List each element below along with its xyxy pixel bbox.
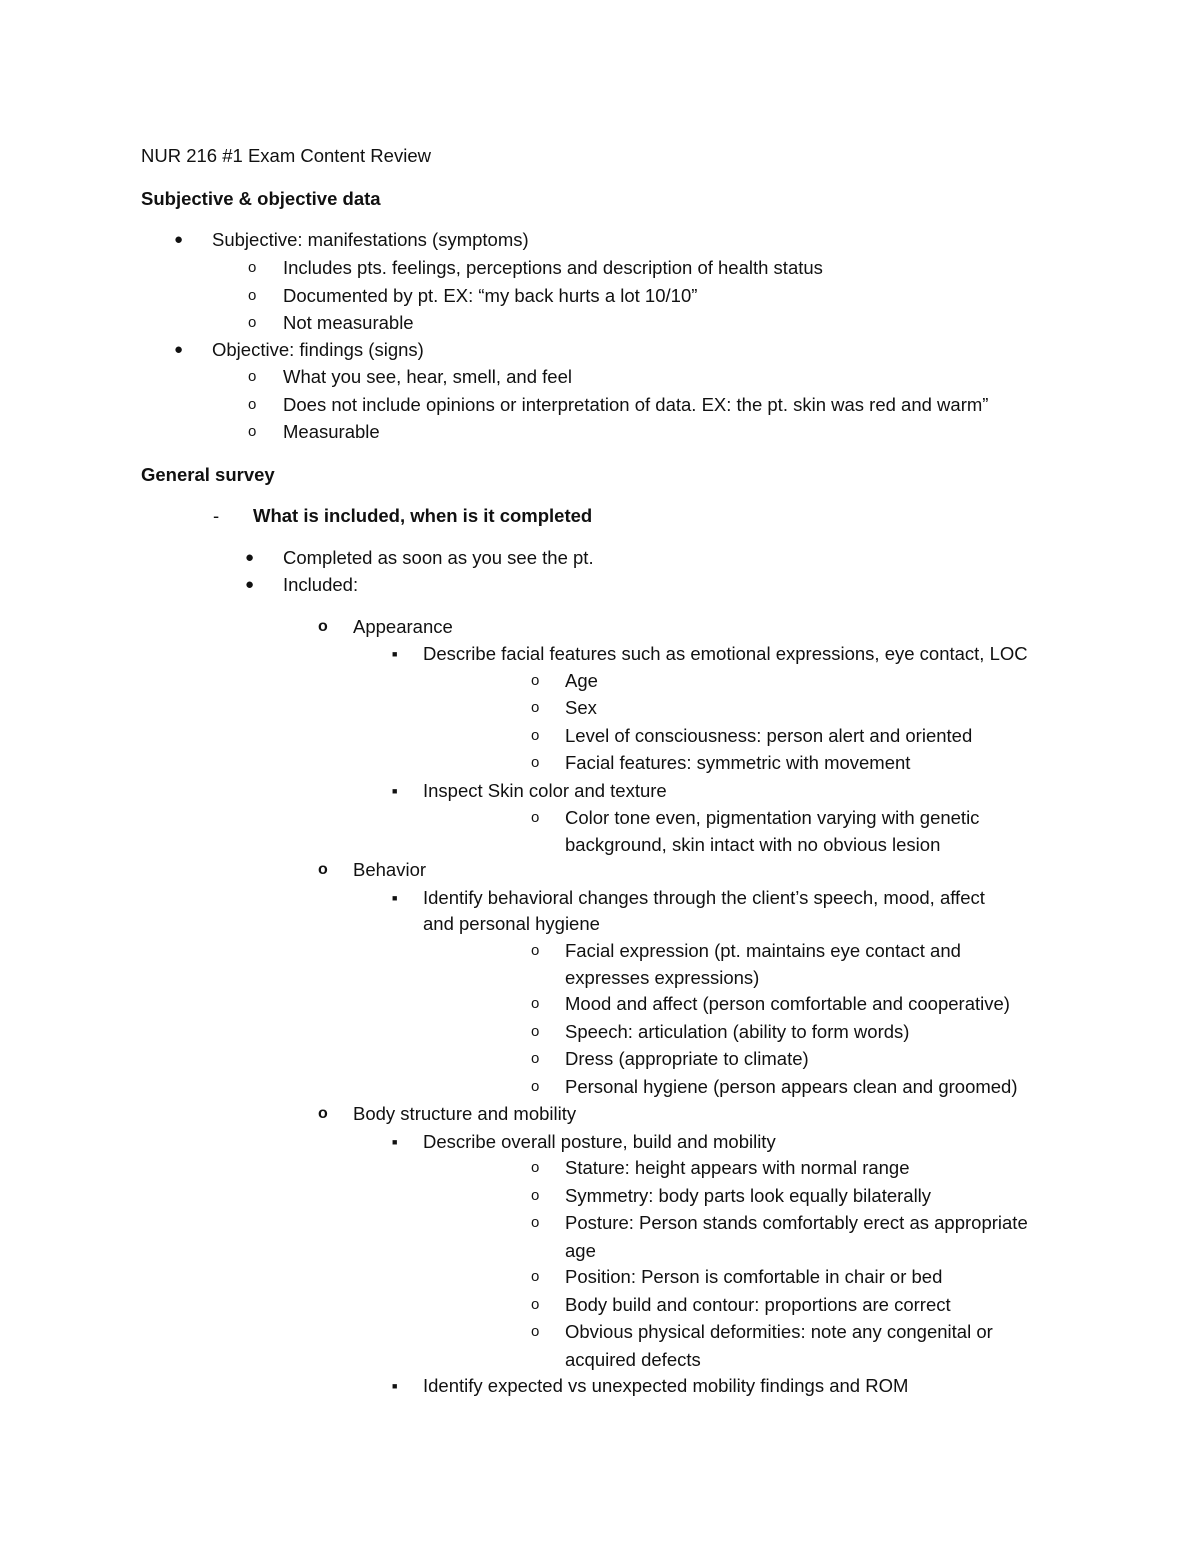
appearance-label: Appearance <box>353 616 453 637</box>
dash-marker: - <box>213 505 220 526</box>
bullet-circle: o <box>531 995 540 1012</box>
bullet-square: ■ <box>392 649 398 659</box>
list-item: Inspect Skin color and texture <box>423 780 667 801</box>
bullet-disc: ● <box>245 576 255 593</box>
bullet-disc: ● <box>245 549 255 566</box>
bullet-circle: o <box>248 368 257 385</box>
list-item-continued: acquired defects <box>565 1349 701 1370</box>
section-heading-general-survey: General survey <box>141 464 275 485</box>
list-item: Symmetry: body parts look equally bilaterally <box>565 1185 932 1206</box>
list-item: Describe overall posture, build and mobility <box>423 1131 776 1152</box>
subjective-label: Subjective: manifestations (symptoms) <box>212 229 529 250</box>
body-structure-label: Body structure and mobility <box>353 1103 577 1124</box>
list-item: Includes pts. feelings, perceptions and description of health status <box>283 257 823 278</box>
bullet-circle: o <box>531 942 540 959</box>
list-item: Age <box>565 670 598 691</box>
list-item: Position: Person is comfortable in chair or bed <box>565 1266 943 1287</box>
bullet-circle: o <box>531 1159 540 1176</box>
list-item: Sex <box>565 697 597 718</box>
bullet-circle-bold: o <box>318 861 328 878</box>
bullet-disc: ● <box>174 341 184 358</box>
bullet-circle: o <box>531 1268 540 1285</box>
bullet-square: ■ <box>392 1137 398 1147</box>
bullet-square: ■ <box>392 1381 398 1391</box>
bullet-circle: o <box>248 396 257 413</box>
bullet-circle: o <box>531 1323 540 1340</box>
bullet-circle-bold: o <box>318 618 328 635</box>
list-item: Facial features: symmetric with movement <box>565 752 911 773</box>
list-item-continued: age <box>565 1240 596 1261</box>
list-item: Obvious physical deformities: note any congenital or <box>565 1321 993 1342</box>
list-item: Facial expression (pt. maintains eye contact and <box>565 940 961 961</box>
bullet-circle: o <box>531 1187 540 1204</box>
bullet-circle: o <box>248 423 257 440</box>
behavior-label: Behavior <box>353 859 427 880</box>
bullet-circle: o <box>531 754 540 771</box>
bullet-circle: o <box>531 1296 540 1313</box>
list-item: Describe facial features such as emotional expressions, eye contact, LOC <box>423 643 1028 664</box>
list-item: Dress (appropriate to climate) <box>565 1048 809 1069</box>
list-item: Identify expected vs unexpected mobility findings and ROM <box>423 1375 909 1396</box>
bullet-circle: o <box>531 699 540 716</box>
list-item: Color tone even, pigmentation varying with genetic <box>565 807 980 828</box>
bullet-circle: o <box>531 1078 540 1095</box>
objective-label: Objective: findings (signs) <box>212 339 424 360</box>
list-item-continued: and personal hygiene <box>423 913 600 934</box>
bullet-circle: o <box>531 809 540 826</box>
bullet-square: ■ <box>392 786 398 796</box>
bullet-circle-bold: o <box>318 1105 328 1122</box>
list-item-continued: expresses expressions) <box>565 967 760 988</box>
bullet-circle: o <box>248 314 257 331</box>
list-item: Documented by pt. EX: “my back hurts a lot 10/10” <box>283 285 698 306</box>
list-item: Identify behavioral changes through the client’s speech, mood, affect <box>423 887 985 908</box>
list-item: Completed as soon as you see the pt. <box>283 547 594 568</box>
bullet-circle: o <box>531 672 540 689</box>
bullet-circle: o <box>248 259 257 276</box>
bullet-circle: o <box>531 1214 540 1231</box>
bullet-circle: o <box>531 1023 540 1040</box>
bullet-circle: o <box>531 727 540 744</box>
page-title: NUR 216 #1 Exam Content Review <box>141 145 431 166</box>
list-item: Not measurable <box>283 312 414 333</box>
list-item: Level of consciousness: person alert and oriented <box>565 725 973 746</box>
list-item-continued: background, skin intact with no obvious lesion <box>565 834 941 855</box>
bullet-circle: o <box>531 1050 540 1067</box>
section-heading-subjective-objective: Subjective & objective data <box>141 188 381 209</box>
subheading-what-included: What is included, when is it completed <box>253 505 593 526</box>
list-item: Body build and contour: proportions are correct <box>565 1294 951 1315</box>
list-item: What you see, hear, smell, and feel <box>283 366 572 387</box>
list-item: Included: <box>283 574 359 595</box>
list-item: Does not include opinions or interpretation of data. EX: the pt. skin was red and warm” <box>283 394 989 415</box>
bullet-circle: o <box>248 287 257 304</box>
list-item: Speech: articulation (ability to form words) <box>565 1021 910 1042</box>
list-item: Posture: Person stands comfortably erect as appropriate <box>565 1212 1028 1233</box>
list-item: Personal hygiene (person appears clean and groomed) <box>565 1076 1018 1097</box>
bullet-square: ■ <box>392 893 398 903</box>
bullet-disc: ● <box>174 231 184 248</box>
list-item: Measurable <box>283 421 380 442</box>
list-item: Stature: height appears with normal range <box>565 1157 910 1178</box>
list-item: Mood and affect (person comfortable and cooperative) <box>565 993 1010 1014</box>
